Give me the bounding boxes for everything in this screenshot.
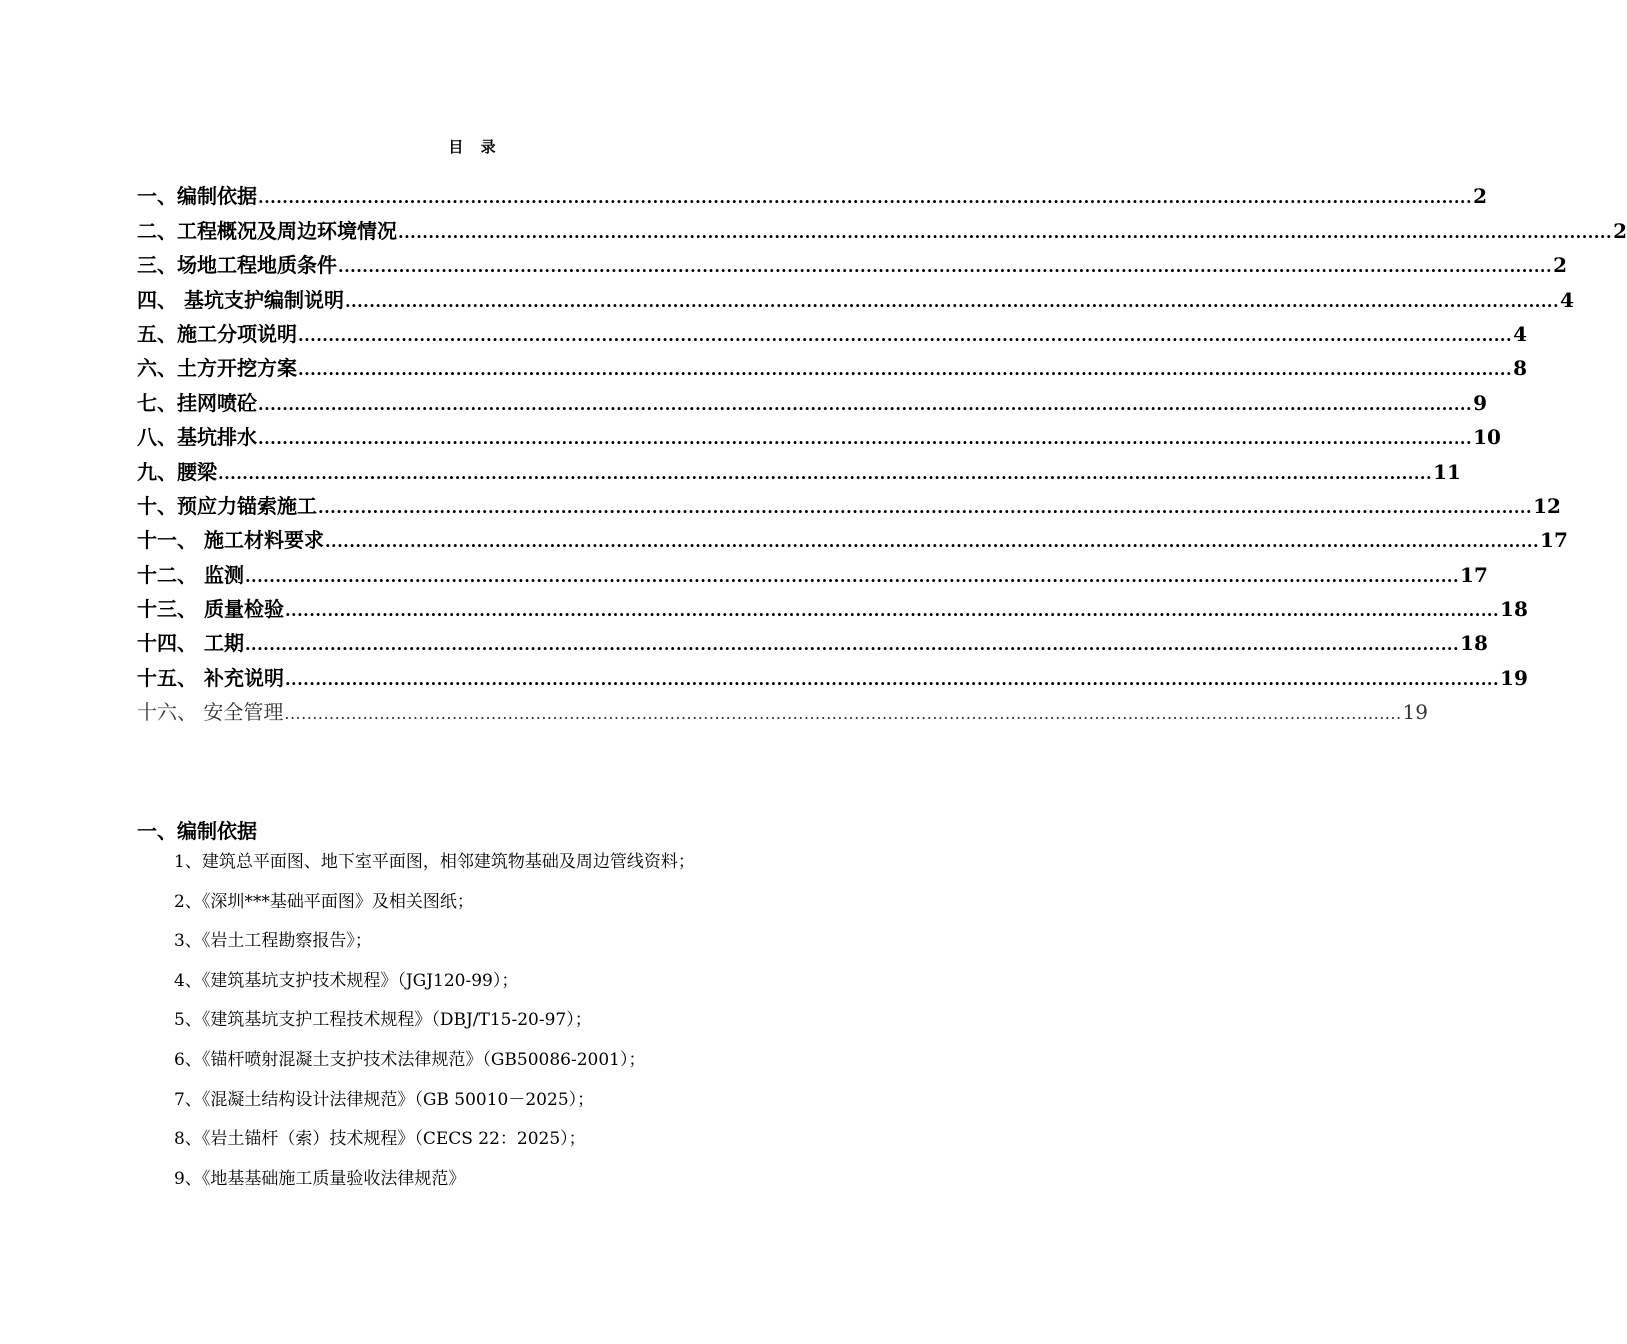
toc-entry-title: 施工分项说明 <box>177 321 297 346</box>
toc-entry-title: 预应力锚索施工 <box>177 493 317 518</box>
toc-entry-number: 四、 <box>137 287 184 312</box>
toc-entry-title: 工程概况及周边环境情况 <box>177 218 397 243</box>
toc-entry-title: 质量检验 <box>203 597 284 622</box>
toc-leader-dots: ........................................................................................................................................................................................................ <box>284 704 1402 724</box>
toc-entry[interactable] <box>137 172 1487 209</box>
toc-entry[interactable] <box>137 550 1488 587</box>
reference-item: 8、《岩土锚杆（索）技术规程》（CECS 22：2025）； <box>174 1129 586 1150</box>
toc-leader-dots: ........................................................................................................................................................................................................ <box>258 394 1473 414</box>
toc-entry-number: 五、 <box>137 321 177 346</box>
toc-entry-number: 七、 <box>137 390 177 415</box>
toc-entry-page: 11 <box>1433 459 1461 484</box>
toc-entry[interactable] <box>137 413 1501 450</box>
toc-leader-dots: ........................................................................................................................................................................................................ <box>344 291 1560 311</box>
reference-item: 9、《地基基础施工质量验收法律规范》 <box>174 1168 466 1189</box>
toc-entry-page: 2 <box>1473 184 1487 209</box>
toc-leader-dots: ........................................................................................................................................................................................................ <box>298 360 1513 380</box>
toc-entry-number: 六、 <box>137 356 177 381</box>
toc-entry[interactable] <box>137 344 1527 381</box>
toc-leader-dots: ........................................................................................................................................................................................................ <box>398 222 1613 242</box>
toc-entry-page: 18 <box>1460 631 1488 656</box>
reference-item: 7、《混凝土结构设计法律规范》（GB 50010－2025）； <box>174 1089 595 1110</box>
toc-entry-number: 三、 <box>137 253 177 278</box>
toc-entry-number: 十二、 <box>137 562 204 587</box>
toc-entry-number: 一、 <box>137 184 177 209</box>
toc-entry-number: 十五、 <box>137 665 204 690</box>
toc-entry[interactable] <box>137 241 1567 278</box>
section-heading: 一、编制依据 <box>137 819 257 843</box>
toc-entry-number: 十三、 <box>137 597 204 622</box>
toc-entry-number: 十一、 <box>137 528 204 553</box>
toc-entry-title: 工期 <box>203 631 244 656</box>
toc-entry-title: 施工材料要求 <box>203 528 324 553</box>
toc-entry-number: 八、 <box>137 425 177 450</box>
toc-entry-page: 10 <box>1473 425 1501 450</box>
toc-title: 目 录 <box>448 138 502 156</box>
toc-entry[interactable] <box>137 688 1428 725</box>
reference-item: 3、《岩土工程勘察报告》； <box>174 931 372 952</box>
toc-leader-dots: ........................................................................................................................................................................................................ <box>284 601 1500 621</box>
toc-entry-page: 17 <box>1540 528 1568 553</box>
toc-entry-page: 8 <box>1513 356 1527 381</box>
toc-leader-dots: ........................................................................................................................................................................................................ <box>284 669 1500 689</box>
toc-entry[interactable] <box>137 653 1528 690</box>
toc-entry-title: 编制依据 <box>177 184 257 209</box>
toc-entry-page: 17 <box>1460 562 1488 587</box>
reference-item: 2、《深圳***基础平面图》及相关图纸； <box>174 891 474 912</box>
toc-entry-page: 4 <box>1560 287 1574 312</box>
toc-entry-title: 监测 <box>203 562 244 587</box>
toc-entry-page: 4 <box>1513 321 1527 346</box>
toc-entry-number: 十四、 <box>137 631 204 656</box>
toc-entry[interactable] <box>137 482 1561 518</box>
toc-entry[interactable] <box>137 447 1461 484</box>
toc-entry-number: 十、 <box>137 493 177 518</box>
toc-entry-page: 9 <box>1473 390 1487 415</box>
toc-entry-page: 18 <box>1500 597 1528 622</box>
toc-entry-page: 2 <box>1553 253 1567 278</box>
toc-entry[interactable] <box>137 206 1627 243</box>
toc-entry[interactable] <box>137 619 1488 656</box>
toc-entry-title: 基坑排水 <box>177 425 257 450</box>
toc-leader-dots: ........................................................................................................................................................................................................ <box>258 188 1473 208</box>
reference-item: 4、《建筑基坑支护技术规程》（JGJ120-99）； <box>174 970 519 991</box>
toc-entry[interactable] <box>137 275 1574 312</box>
reference-item: 6、《锚杆喷射混凝土支护技术法律规范》（GB50086-2001）； <box>174 1049 646 1070</box>
toc-entry-title: 补充说明 <box>203 665 284 690</box>
toc-entry-title: 安全管理 <box>203 700 284 725</box>
toc-entry[interactable] <box>137 516 1568 553</box>
table-of-contents <box>137 172 1627 725</box>
reference-item: 1、建筑总平面图、地下室平面图，相邻建筑物基础及周边管线资料； <box>174 852 695 872</box>
toc-entry-page: 19 <box>1500 665 1528 690</box>
toc-leader-dots: ........................................................................................................................................................................................................ <box>258 429 1473 449</box>
toc-entry-title: 挂网喷砼 <box>177 390 257 415</box>
toc-entry-title: 场地工程地质条件 <box>177 253 337 278</box>
toc-entry-number: 二、 <box>137 218 177 243</box>
toc-leader-dots: ........................................................................................................................................................................................................ <box>324 532 1540 552</box>
toc-leader-dots: ........................................................................................................................................................................................................ <box>218 463 1433 483</box>
toc-entry[interactable] <box>137 378 1487 415</box>
toc-entry-title: 基坑支护编制说明 <box>183 287 344 312</box>
toc-entry[interactable] <box>137 585 1528 622</box>
toc-entry-number: 九、 <box>137 459 177 484</box>
toc-leader-dots: ........................................................................................................................................................................................................ <box>318 497 1533 517</box>
toc-leader-dots: ........................................................................................................................................................................................................ <box>338 257 1553 277</box>
toc-entry-title: 土方开挖方案 <box>177 356 297 381</box>
toc-entry-number: 十六、 <box>137 700 204 725</box>
toc-entry-title: 腰梁 <box>177 459 217 484</box>
toc-leader-dots: ........................................................................................................................................................................................................ <box>244 566 1460 586</box>
toc-entry-page: 19 <box>1402 700 1428 725</box>
reference-list <box>174 848 695 1204</box>
toc-leader-dots: ........................................................................................................................................................................................................ <box>298 325 1513 345</box>
toc-entry-page: 12 <box>1533 493 1561 518</box>
reference-item: 5、《建筑基坑支护工程技术规程》（DBJ/T15-20-97）； <box>174 1010 592 1031</box>
toc-entry[interactable] <box>137 310 1527 346</box>
toc-entry-page: 2 <box>1613 218 1627 243</box>
toc-leader-dots: ........................................................................................................................................................................................................ <box>244 635 1460 655</box>
